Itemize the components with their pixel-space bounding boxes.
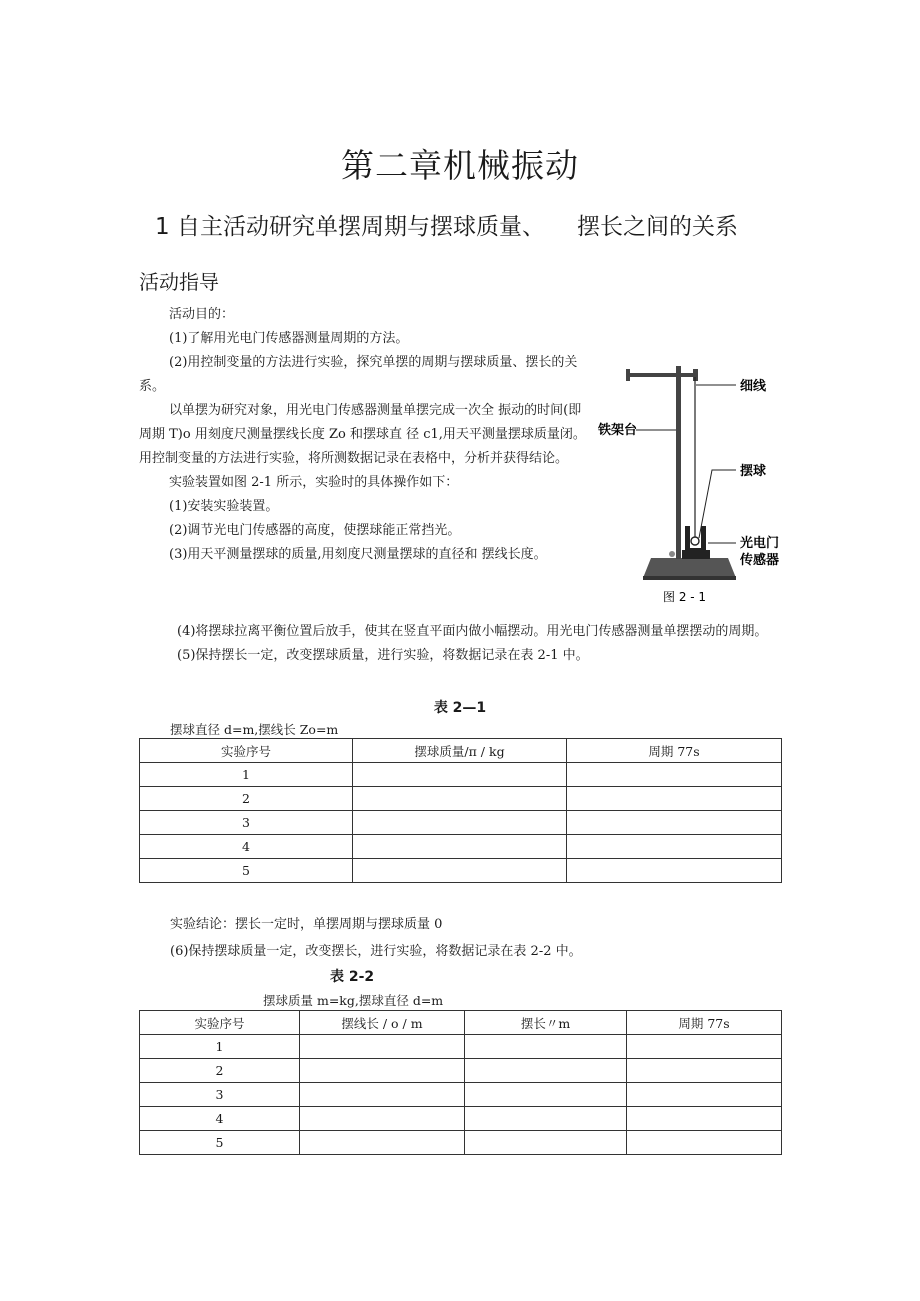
step-1: (1)安装实验装置。 [169,499,279,514]
photogate-knob [669,551,675,557]
section-number: 1 [155,214,170,240]
empty-cell [300,1131,465,1155]
pendulum-ball [691,537,699,545]
step-4: (4)将摆球拉离平衡位置后放手，使其在竖直平面内做小幅摆动。用光电门传感器测量单摆摆动的周期。 [177,624,768,639]
empty-cell [567,763,782,787]
empty-cell [465,1107,627,1131]
label-stand: 铁架台 [598,423,638,438]
table-row [140,1035,782,1059]
empty-cell [300,1083,465,1107]
table-1-caption: 表 2—1 [433,700,487,716]
stand-base [643,558,736,578]
conclusion-text: 实验结论：摆长一定时，单摆周期与摆球质量 0 [170,917,443,932]
row-index-cell: 3 [140,1083,300,1107]
table-2 [139,1010,782,1155]
empty-cell [567,811,782,835]
row-index-cell: 3 [140,811,353,835]
empty-cell [627,1035,782,1059]
row-index-cell: 5 [140,1131,300,1155]
pendulum-apparatus-drawing [596,358,796,608]
figure-caption: 图 2 - 1 [663,590,707,604]
activity-heading: 活动指导 [139,270,219,294]
empty-cell [567,787,782,811]
step-5: (5)保持摆长一定，改变摆球质量，进行实验，将数据记录在表 2-1 中。 [177,648,589,663]
table-row [140,811,782,835]
section-title-part-1: 自主活动研究单摆周期与摆球质量、 [176,214,545,240]
table-1-header-cell: 实验序号 [140,739,353,763]
purpose-item-2: (2)用控制变量的方法进行实验，探究单摆的周期与摆球质量、摆长的关系。 [139,355,578,394]
empty-cell [353,811,567,835]
empty-cell [567,835,782,859]
table-2-header-cell: 摆线长 / o / m [300,1011,465,1035]
activity-text [139,303,591,567]
empty-cell [300,1059,465,1083]
table-2-note: 摆球质量 m=kg,摆球直径 d=m [263,993,444,1008]
empty-cell [627,1059,782,1083]
photogate-mount [682,550,710,559]
table-row [140,859,782,883]
empty-cell [465,1131,627,1155]
row-index-cell: 5 [140,859,353,883]
stand-rod [676,366,681,559]
section-title-part-2: 摆长之间的关系 [576,214,738,240]
table-row [140,1059,782,1083]
empty-cell [353,763,567,787]
intro-paragraph: 以单摆为研究对象，用光电门传感器测量单摆完成一次全 振动的时间(即周期 T)o 用刻度尺测量摆线长度 Zo 和摆球直 径 c1,用天平测量摆球质量闭。用控制变量的方法进行实验，将所测数据记录在表格中，分析并获得结论。 [139,403,586,466]
table-row [140,1131,782,1155]
label-ball: 摆球 [740,464,767,479]
row-index-cell: 4 [140,1107,300,1131]
purpose-label: 活动目的： [169,307,235,322]
step-2: (2)调节光电门传感器的高度，使摆球能正常挡光。 [169,523,461,538]
table-row [140,787,782,811]
table-2-header-cell: 摆长〃m [465,1011,627,1035]
table-row [140,835,782,859]
table-2-header-cell: 周期 77s [627,1011,782,1035]
label-photogate-line-1: 光电门 [740,536,780,551]
chapter-title: 第二章机械振动 [341,146,579,185]
purpose-item-1: (1)了解用光电门传感器测量周期的方法。 [169,331,409,346]
setup-paragraph: 实验装置如图 2-1 所示，实验时的具体操作如下： [169,475,459,490]
stand-arm [626,373,698,377]
lower-steps [139,620,781,668]
table-1-header-cell: 摆球质量/π / kg [353,739,567,763]
empty-cell [300,1107,465,1131]
label-photogate-line-2: 传感器 [740,553,780,568]
row-index-cell: 4 [140,835,353,859]
section-title [155,208,738,241]
table-1-header-row [140,739,782,763]
table-2-caption: 表 2-2 [330,969,375,985]
table-row [140,1083,782,1107]
row-index-cell: 1 [140,1035,300,1059]
row-index-cell: 2 [140,787,353,811]
row-index-cell: 2 [140,1059,300,1083]
table-2-header-row [140,1011,782,1035]
stand-base-edge [643,576,736,580]
empty-cell [627,1107,782,1131]
step-6: (6)保持摆球质量一定，改变摆长，进行实验，将数据记录在表 2-2 中。 [170,944,582,959]
table-row [140,1107,782,1131]
step-3: (3)用天平测量摆球的质量,用刻度尺测量摆球的直径和 摆线长度。 [169,547,547,562]
table-row [140,763,782,787]
stand-arm-clamp [626,369,630,381]
empty-cell [465,1059,627,1083]
empty-cell [627,1131,782,1155]
pendulum-apparatus-figure [596,358,796,608]
empty-cell [353,835,567,859]
row-index-cell: 1 [140,763,353,787]
label-thread: 细线 [740,379,767,394]
empty-cell [567,859,782,883]
empty-cell [353,787,567,811]
empty-cell [300,1035,465,1059]
empty-cell [353,859,567,883]
table-1 [139,738,782,883]
empty-cell [465,1083,627,1107]
table-1-note: 摆球直径 d=m,摆线长 Zo=m [170,722,339,737]
table-2-header-cell: 实验序号 [140,1011,300,1035]
empty-cell [627,1083,782,1107]
table-1-header-cell: 周期 77s [567,739,782,763]
empty-cell [465,1035,627,1059]
